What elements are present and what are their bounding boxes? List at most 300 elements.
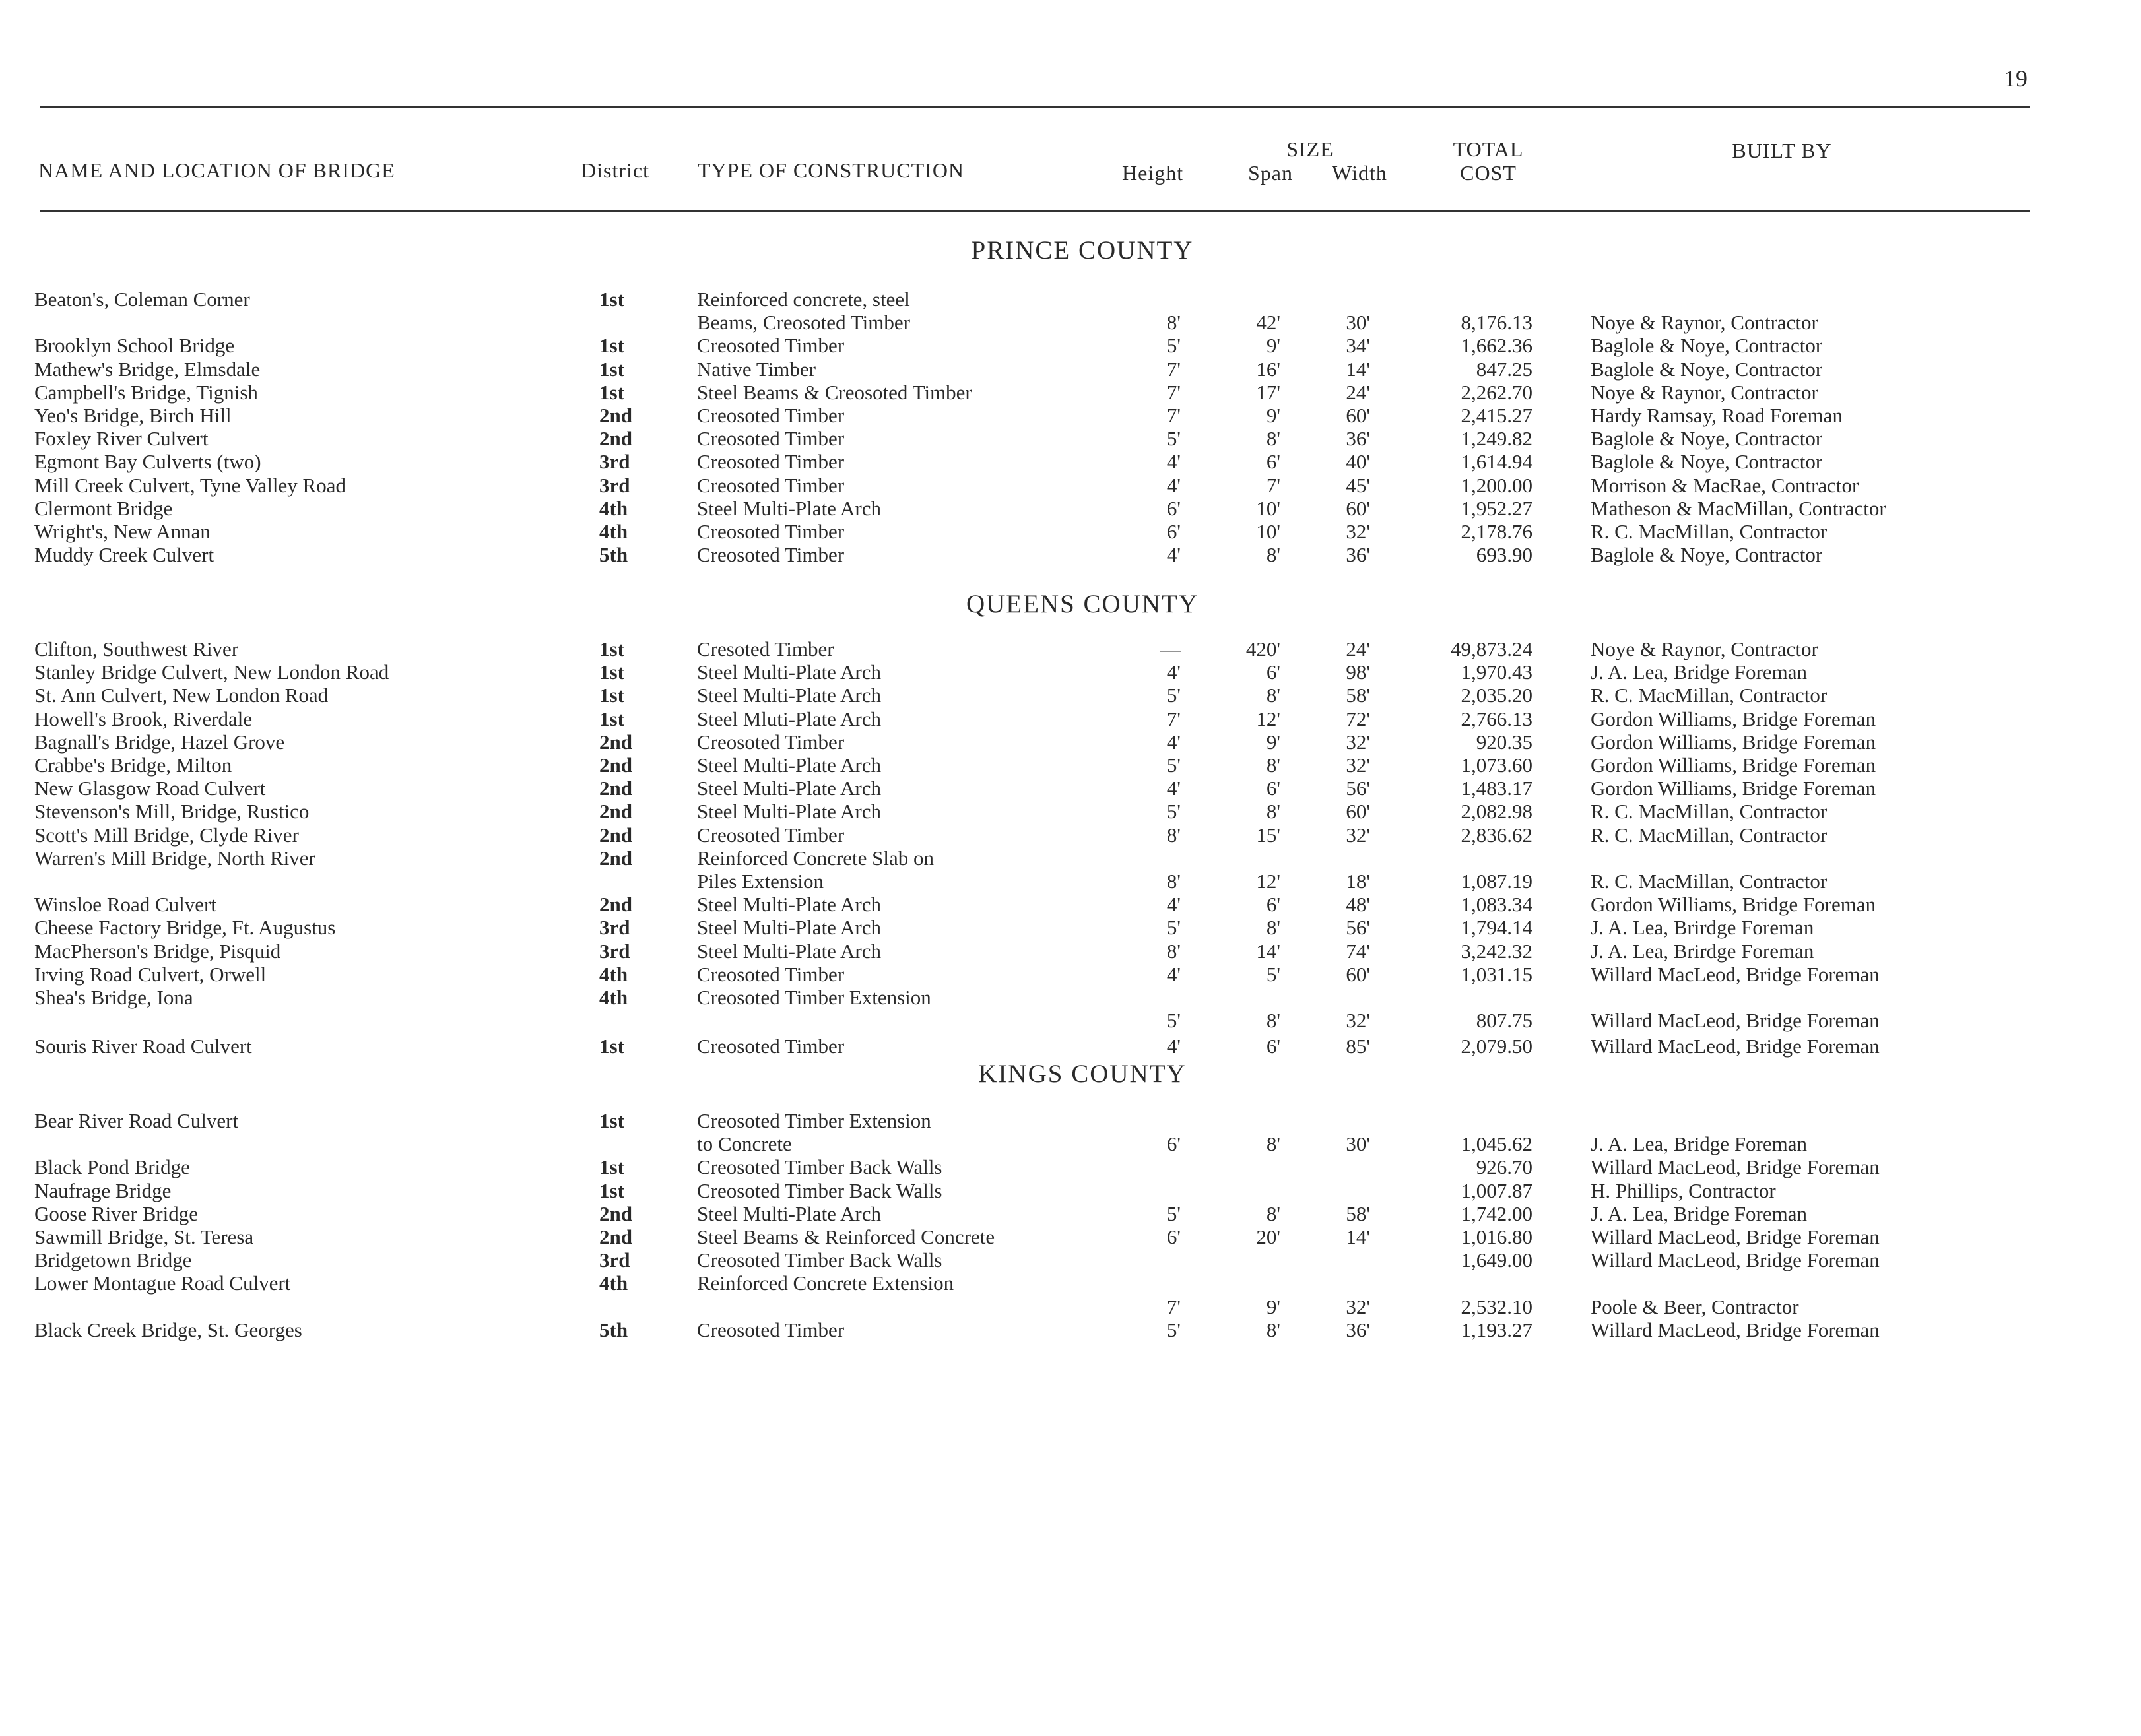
built-by: J. A. Lea, Brirdge Foreman xyxy=(1591,939,1814,963)
construction-type: Creosoted Timber Back Walls xyxy=(697,1248,942,1272)
district: 1st xyxy=(599,1035,624,1058)
height: 5' xyxy=(1166,916,1181,940)
total-cost: 1,083.34 xyxy=(1461,893,1532,916)
bridge-name: Yeo's Bridge, Birch Hill xyxy=(34,404,232,427)
width: 74' xyxy=(1346,939,1370,963)
width: 32' xyxy=(1346,730,1370,754)
construction-type: Creosoted Timber Back Walls xyxy=(697,1155,942,1179)
table-row xyxy=(0,707,2141,731)
district: 2nd xyxy=(599,730,632,754)
header-size: SIZE xyxy=(1286,137,1334,161)
built-by: Willard MacLeod, Bridge Foreman xyxy=(1591,1248,1880,1272)
width: 14' xyxy=(1346,357,1370,381)
width: 30' xyxy=(1346,311,1370,335)
header-rule xyxy=(40,210,2030,212)
construction-type: Creosoted Timber Back Walls xyxy=(697,1178,942,1202)
width: 32' xyxy=(1346,520,1370,543)
construction-type: Creosoted Timber xyxy=(697,823,845,847)
construction-type: Steel Beams & Reinforced Concrete xyxy=(697,1225,995,1248)
construction-type: Steel Mluti-Plate Arch xyxy=(697,707,881,730)
table-row xyxy=(0,637,2141,661)
span: 10' xyxy=(1256,520,1280,543)
height: 4' xyxy=(1166,730,1181,754)
construction-type: Steel Multi-Plate Arch xyxy=(697,916,881,940)
total-cost: 2,532.10 xyxy=(1461,1295,1532,1318)
bridge-name: Muddy Creek Culvert xyxy=(34,543,214,567)
bridge-name: Souris River Road Culvert xyxy=(34,1035,252,1058)
built-by: Matheson & MacMillan, Contractor xyxy=(1591,496,1886,520)
bridge-name: Mathew's Bridge, Elmsdale xyxy=(34,357,261,381)
span: 15' xyxy=(1256,823,1280,847)
height: 8' xyxy=(1166,823,1181,847)
construction-type: Piles Extension xyxy=(697,870,824,893)
height: 5' xyxy=(1166,800,1181,823)
total-cost: 8,176.13 xyxy=(1461,311,1532,335)
width: 34' xyxy=(1346,334,1370,358)
built-by: R. C. MacMillan, Contractor xyxy=(1591,684,1828,707)
construction-type: Creosoted Timber Extension xyxy=(697,1109,931,1132)
total-cost: 1,073.60 xyxy=(1461,754,1532,777)
district: 2nd xyxy=(599,846,632,870)
bridge-name: Sawmill Bridge, St. Teresa xyxy=(34,1225,254,1248)
height: 7' xyxy=(1166,357,1181,381)
built-by: Gordon Williams, Bridge Foreman xyxy=(1591,707,1876,730)
table-row xyxy=(0,334,2141,358)
total-cost: 2,035.20 xyxy=(1461,684,1532,707)
construction-type: Steel Multi-Plate Arch xyxy=(697,800,881,823)
district: 1st xyxy=(599,357,624,381)
section-title-kings-county: KINGS COUNTY xyxy=(978,1060,1187,1088)
total-cost: 1,614.94 xyxy=(1461,450,1532,474)
table-row xyxy=(0,1225,2141,1249)
construction-type: Creosoted Timber xyxy=(697,334,845,358)
construction-type: Creosoted Timber xyxy=(697,427,845,451)
header-total: TOTAL xyxy=(1453,137,1524,161)
construction-type: Steel Multi-Plate Arch xyxy=(697,893,881,916)
width: 60' xyxy=(1346,962,1370,986)
total-cost: 1,007.87 xyxy=(1461,1178,1532,1202)
bridge-name: Bridgetown Bridge xyxy=(34,1248,192,1272)
bridge-name: Stanley Bridge Culvert, New London Road xyxy=(34,660,389,684)
height: 7' xyxy=(1166,380,1181,404)
width: 45' xyxy=(1346,473,1370,497)
span: 12' xyxy=(1256,870,1280,893)
height: 5' xyxy=(1166,334,1181,358)
bridge-name: Stevenson's Mill, Bridge, Rustico xyxy=(34,800,310,823)
width: 32' xyxy=(1346,754,1370,777)
height: 5' xyxy=(1166,1009,1181,1033)
built-by: Noye & Raynor, Contractor xyxy=(1591,380,1818,404)
construction-type: Reinforced Concrete Extension xyxy=(697,1271,954,1295)
construction-type: Steel Multi-Plate Arch xyxy=(697,660,881,684)
height: 6' xyxy=(1166,496,1181,520)
construction-type: Creosoted Timber xyxy=(697,520,845,543)
height: 4' xyxy=(1166,543,1181,567)
district: 2nd xyxy=(599,404,632,427)
district: 2nd xyxy=(599,823,632,847)
bridge-name: Scott's Mill Bridge, Clyde River xyxy=(34,823,299,847)
span: 16' xyxy=(1256,357,1280,381)
district: 3rd xyxy=(599,916,630,940)
width: 98' xyxy=(1346,660,1370,684)
built-by: H. Phillips, Contractor xyxy=(1591,1178,1776,1202)
span: 14' xyxy=(1256,939,1280,963)
built-by: Gordon Williams, Bridge Foreman xyxy=(1591,730,1876,754)
district: 3rd xyxy=(599,473,630,497)
bridge-name: Goose River Bridge xyxy=(34,1202,198,1225)
span: 20' xyxy=(1256,1225,1280,1248)
built-by: J. A. Lea, Brirdge Foreman xyxy=(1591,916,1814,940)
district: 4th xyxy=(599,496,628,520)
table-row xyxy=(0,1318,2141,1342)
construction-type: Steel Multi-Plate Arch xyxy=(697,777,881,800)
height: 8' xyxy=(1166,939,1181,963)
built-by: Gordon Williams, Bridge Foreman xyxy=(1591,754,1876,777)
height: 7' xyxy=(1166,1295,1181,1318)
district: 2nd xyxy=(599,427,632,451)
span: 10' xyxy=(1256,496,1280,520)
header-cost: COST xyxy=(1460,161,1517,185)
total-cost: 920.35 xyxy=(1476,730,1532,754)
district: 1st xyxy=(599,1178,624,1202)
total-cost: 1,249.82 xyxy=(1461,427,1532,451)
bridge-name: Irving Road Culvert, Orwell xyxy=(34,962,267,986)
bridge-name: MacPherson's Bridge, Pisquid xyxy=(34,939,281,963)
bridge-name: Black Pond Bridge xyxy=(34,1155,190,1179)
table-row xyxy=(0,940,2141,963)
span: 6' xyxy=(1266,1035,1280,1058)
span: 12' xyxy=(1256,707,1280,730)
total-cost: 1,045.62 xyxy=(1461,1132,1532,1156)
built-by: Baglole & Noye, Contractor xyxy=(1591,357,1823,381)
height: 4' xyxy=(1166,777,1181,800)
total-cost: 1,193.27 xyxy=(1461,1318,1532,1341)
table-row xyxy=(0,520,2141,544)
span: 42' xyxy=(1256,311,1280,335)
bridge-name: Campbell's Bridge, Tignish xyxy=(34,380,258,404)
table-row xyxy=(0,754,2141,777)
district: 2nd xyxy=(599,893,632,916)
built-by: R. C. MacMillan, Contractor xyxy=(1591,800,1828,823)
district: 1st xyxy=(599,660,624,684)
height: 5' xyxy=(1166,1202,1181,1225)
table-row xyxy=(0,800,2141,823)
total-cost: 1,483.17 xyxy=(1461,777,1532,800)
span: 8' xyxy=(1266,754,1280,777)
table-row xyxy=(0,684,2141,707)
built-by: R. C. MacMillan, Contractor xyxy=(1591,870,1828,893)
bridge-name: Naufrage Bridge xyxy=(34,1178,172,1202)
height: 4' xyxy=(1166,660,1181,684)
table-row xyxy=(0,893,2141,916)
construction-type: Creosoted Timber xyxy=(697,473,845,497)
span: 9' xyxy=(1266,404,1280,427)
width: 58' xyxy=(1346,1202,1370,1225)
span: 9' xyxy=(1266,334,1280,358)
width: 60' xyxy=(1346,800,1370,823)
district: 3rd xyxy=(599,939,630,963)
built-by: R. C. MacMillan, Contractor xyxy=(1591,520,1828,543)
height: 5' xyxy=(1166,1318,1181,1341)
bridge-name: Crabbe's Bridge, Milton xyxy=(34,754,232,777)
district: 4th xyxy=(599,962,628,986)
span: 5' xyxy=(1266,962,1280,986)
table-row xyxy=(0,1179,2141,1203)
construction-type: Reinforced concrete, steel xyxy=(697,288,910,311)
built-by: Morrison & MacRae, Contractor xyxy=(1591,473,1859,497)
span: 6' xyxy=(1266,450,1280,474)
height: — xyxy=(1160,637,1181,660)
height: 4' xyxy=(1166,450,1181,474)
built-by: R. C. MacMillan, Contractor xyxy=(1591,823,1828,847)
district: 1st xyxy=(599,707,624,730)
bridge-name: Howell's Brook, Riverdale xyxy=(34,707,253,730)
header-width: Width xyxy=(1332,161,1387,185)
district: 1st xyxy=(599,1155,624,1179)
table-row xyxy=(0,963,2141,986)
span: 8' xyxy=(1266,1318,1280,1341)
bridge-name: Shea's Bridge, Iona xyxy=(34,986,193,1009)
built-by: Baglole & Noye, Contractor xyxy=(1591,427,1823,451)
built-by: Willard MacLeod, Bridge Foreman xyxy=(1591,1155,1880,1179)
table-row xyxy=(0,288,2141,311)
built-by: Baglole & Noye, Contractor xyxy=(1591,450,1823,474)
total-cost: 1,794.14 xyxy=(1461,916,1532,940)
district: 2nd xyxy=(599,777,632,800)
bridge-name: Mill Creek Culvert, Tyne Valley Road xyxy=(34,473,346,497)
district: 5th xyxy=(599,1318,628,1341)
top-rule xyxy=(40,106,2030,108)
height: 8' xyxy=(1166,311,1181,335)
total-cost: 1,200.00 xyxy=(1461,473,1532,497)
construction-type: Steel Multi-Plate Arch xyxy=(697,1202,881,1225)
total-cost: 1,031.15 xyxy=(1461,962,1532,986)
built-by: Willard MacLeod, Bridge Foreman xyxy=(1591,962,1880,986)
header-type: TYPE OF CONSTRUCTION xyxy=(698,158,965,182)
district: 5th xyxy=(599,543,628,567)
built-by: Gordon Williams, Bridge Foreman xyxy=(1591,777,1876,800)
table-row xyxy=(0,870,2141,893)
built-by: Poole & Beer, Contractor xyxy=(1591,1295,1799,1318)
bridge-name: Wright's, New Annan xyxy=(34,520,211,543)
width: 48' xyxy=(1346,893,1370,916)
total-cost: 926.70 xyxy=(1476,1155,1532,1179)
table-row xyxy=(0,1009,2141,1033)
bridge-name: Lower Montague Road Culvert xyxy=(34,1271,291,1295)
height: 5' xyxy=(1166,684,1181,707)
table-row xyxy=(0,358,2141,381)
built-by: J. A. Lea, Bridge Foreman xyxy=(1591,1202,1808,1225)
height: 5' xyxy=(1166,427,1181,451)
construction-type: Creosoted Timber Extension xyxy=(697,986,931,1009)
width: 32' xyxy=(1346,1295,1370,1318)
district: 3rd xyxy=(599,450,630,474)
construction-type: Creosoted Timber xyxy=(697,404,845,427)
built-by: Gordon Williams, Bridge Foreman xyxy=(1591,893,1876,916)
height: 7' xyxy=(1166,404,1181,427)
built-by: J. A. Lea, Bridge Foreman xyxy=(1591,660,1808,684)
width: 72' xyxy=(1346,707,1370,730)
span: 420' xyxy=(1245,637,1280,660)
built-by: Baglole & Noye, Contractor xyxy=(1591,334,1823,358)
table-row xyxy=(0,497,2141,521)
table-row xyxy=(0,450,2141,474)
built-by: J. A. Lea, Bridge Foreman xyxy=(1591,1132,1808,1156)
table-row xyxy=(0,1295,2141,1319)
width: 24' xyxy=(1346,637,1370,660)
total-cost: 807.75 xyxy=(1476,1009,1532,1033)
total-cost: 3,242.32 xyxy=(1461,939,1532,963)
total-cost: 2,836.62 xyxy=(1461,823,1532,847)
bridge-name: Cheese Factory Bridge, Ft. Augustus xyxy=(34,916,336,940)
width: 24' xyxy=(1346,380,1370,404)
span: 8' xyxy=(1266,1132,1280,1156)
construction-type: Native Timber xyxy=(697,357,816,381)
total-cost: 2,262.70 xyxy=(1461,380,1532,404)
construction-type: Creosoted Timber xyxy=(697,962,845,986)
district: 3rd xyxy=(599,1248,630,1272)
span: 8' xyxy=(1266,1009,1280,1033)
table-row xyxy=(0,311,2141,335)
table-row xyxy=(0,404,2141,428)
span: 6' xyxy=(1266,893,1280,916)
table-row xyxy=(0,1132,2141,1156)
total-cost: 2,415.27 xyxy=(1461,404,1532,427)
header-height: Height xyxy=(1122,161,1184,185)
header-built-by: BUILT BY xyxy=(1732,139,1832,162)
bridge-name: Bear River Road Culvert xyxy=(34,1109,239,1132)
table-row xyxy=(0,1155,2141,1179)
construction-type: Steel Beams & Creosoted Timber xyxy=(697,380,972,404)
span: 8' xyxy=(1266,427,1280,451)
district: 4th xyxy=(599,520,628,543)
district: 1st xyxy=(599,1109,624,1132)
construction-type: Cresoted Timber xyxy=(697,637,834,660)
construction-type: Steel Multi-Plate Arch xyxy=(697,496,881,520)
height: 4' xyxy=(1166,962,1181,986)
span: 9' xyxy=(1266,1295,1280,1318)
table-row xyxy=(0,381,2141,404)
construction-type: Creosoted Timber xyxy=(697,730,845,754)
width: 58' xyxy=(1346,684,1370,707)
width: 60' xyxy=(1346,496,1370,520)
bridge-name: Egmont Bay Culverts (two) xyxy=(34,450,261,474)
table-row xyxy=(0,986,2141,1010)
table-row xyxy=(0,823,2141,847)
total-cost: 2,082.98 xyxy=(1461,800,1532,823)
width: 36' xyxy=(1346,543,1370,567)
bridge-name: Winsloe Road Culvert xyxy=(34,893,216,916)
width: 32' xyxy=(1346,1009,1370,1033)
built-by: Noye & Raynor, Contractor xyxy=(1591,311,1818,335)
span: 6' xyxy=(1266,777,1280,800)
page-number: 19 xyxy=(2004,65,2027,92)
table-row xyxy=(0,1035,2141,1058)
construction-type: Creosoted Timber xyxy=(697,450,845,474)
district: 4th xyxy=(599,986,628,1009)
height: 4' xyxy=(1166,893,1181,916)
built-by: Hardy Ramsay, Road Foreman xyxy=(1591,404,1843,427)
total-cost: 1,742.00 xyxy=(1461,1202,1532,1225)
total-cost: 1,016.80 xyxy=(1461,1225,1532,1248)
table-row xyxy=(0,847,2141,870)
table-row xyxy=(0,777,2141,800)
width: 56' xyxy=(1346,916,1370,940)
bridge-name: New Glasgow Road Culvert xyxy=(34,777,266,800)
table-row xyxy=(0,543,2141,567)
construction-type: Steel Multi-Plate Arch xyxy=(697,754,881,777)
bridge-name: Clermont Bridge xyxy=(34,496,173,520)
district: 2nd xyxy=(599,754,632,777)
height: 5' xyxy=(1166,754,1181,777)
district: 1st xyxy=(599,334,624,358)
bridge-name: Brooklyn School Bridge xyxy=(34,334,235,358)
width: 32' xyxy=(1346,823,1370,847)
construction-type: Beams, Creosoted Timber xyxy=(697,311,910,335)
table-row xyxy=(0,1271,2141,1295)
span: 8' xyxy=(1266,543,1280,567)
construction-type: Creosoted Timber xyxy=(697,1318,845,1341)
table-row xyxy=(0,916,2141,940)
bridge-name: Black Creek Bridge, St. Georges xyxy=(34,1318,302,1341)
span: 8' xyxy=(1266,916,1280,940)
table-row xyxy=(0,1109,2141,1133)
width: 40' xyxy=(1346,450,1370,474)
total-cost: 1,970.43 xyxy=(1461,660,1532,684)
width: 18' xyxy=(1346,870,1370,893)
total-cost: 847.25 xyxy=(1476,357,1532,381)
width: 36' xyxy=(1346,1318,1370,1341)
table-row xyxy=(0,427,2141,451)
district: 2nd xyxy=(599,800,632,823)
span: 17' xyxy=(1256,380,1280,404)
total-cost: 1,662.36 xyxy=(1461,334,1532,358)
built-by: Willard MacLeod, Bridge Foreman xyxy=(1591,1035,1880,1058)
height: 8' xyxy=(1166,870,1181,893)
width: 56' xyxy=(1346,777,1370,800)
district: 4th xyxy=(599,1271,628,1295)
table-row xyxy=(0,1202,2141,1226)
span: 7' xyxy=(1266,473,1280,497)
header-district: District xyxy=(581,158,649,182)
construction-type: Creosoted Timber xyxy=(697,543,845,567)
district: 2nd xyxy=(599,1202,632,1225)
width: 85' xyxy=(1346,1035,1370,1058)
height: 7' xyxy=(1166,707,1181,730)
built-by: Willard MacLeod, Bridge Foreman xyxy=(1591,1225,1880,1248)
built-by: Noye & Raynor, Contractor xyxy=(1591,637,1818,660)
built-by: Willard MacLeod, Bridge Foreman xyxy=(1591,1009,1880,1033)
span: 8' xyxy=(1266,800,1280,823)
total-cost: 2,079.50 xyxy=(1461,1035,1532,1058)
bridge-name: Foxley River Culvert xyxy=(34,427,209,451)
total-cost: 1,952.27 xyxy=(1461,496,1532,520)
span: 6' xyxy=(1266,660,1280,684)
total-cost: 2,178.76 xyxy=(1461,520,1532,543)
height: 4' xyxy=(1166,473,1181,497)
total-cost: 693.90 xyxy=(1476,543,1532,567)
bridge-name: Beaton's, Coleman Corner xyxy=(34,288,250,311)
district: 1st xyxy=(599,380,624,404)
header-span: Span xyxy=(1248,161,1293,185)
construction-type: Reinforced Concrete Slab on xyxy=(697,846,934,870)
width: 14' xyxy=(1346,1225,1370,1248)
table-row xyxy=(0,474,2141,498)
table-row xyxy=(0,1248,2141,1272)
district: 2nd xyxy=(599,1225,632,1248)
span: 9' xyxy=(1266,730,1280,754)
bridge-name: Clifton, Southwest River xyxy=(34,637,239,660)
